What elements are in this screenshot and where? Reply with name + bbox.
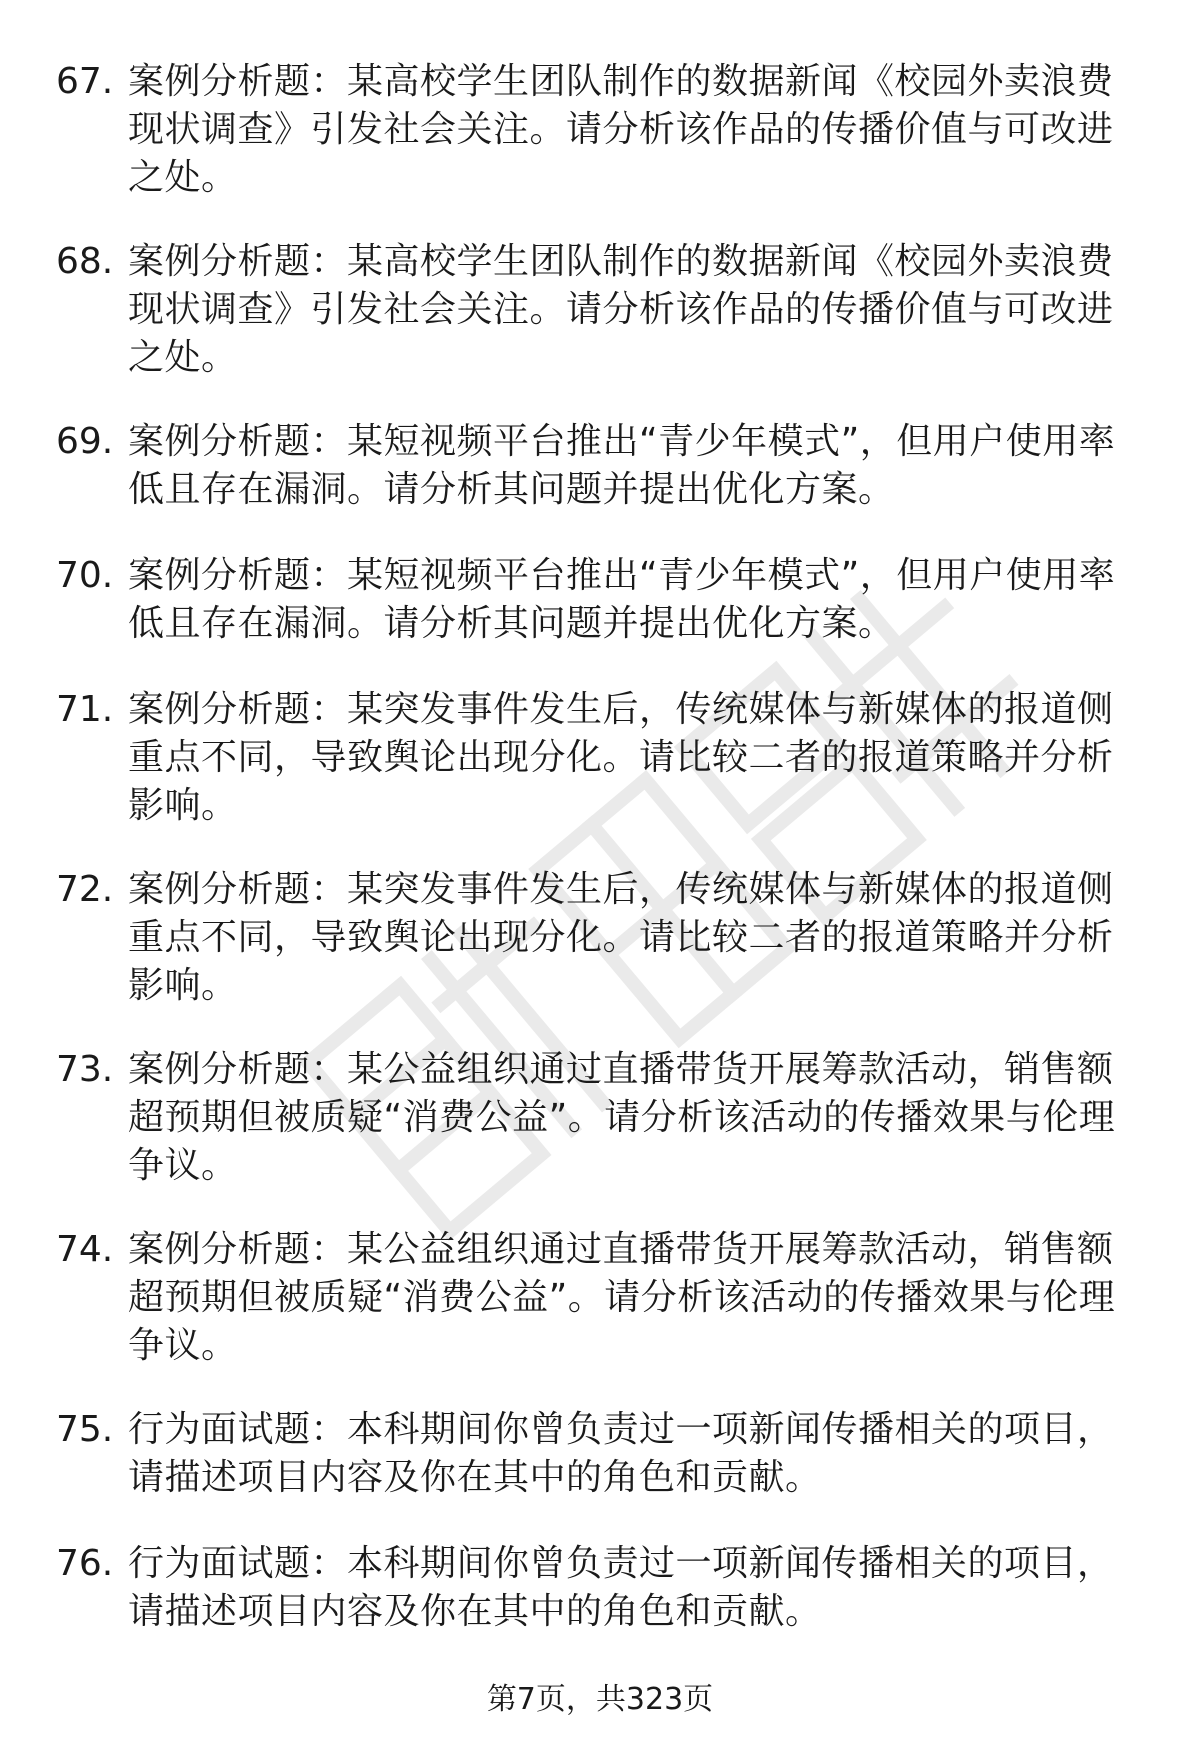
question-number: 74.: [56, 1229, 114, 1270]
question-number: 76.: [56, 1543, 114, 1584]
question-text: 案例分析题：某短视频平台推出“青少年模式”，但用户使用率低且存在漏洞。请分析其问题并提出优化方案。: [128, 555, 1116, 644]
question-number: 70.: [56, 555, 114, 596]
question-number: 73.: [56, 1049, 114, 1090]
page-footer: 第7页，共323页: [486, 1682, 714, 1717]
question-number: 72.: [56, 869, 114, 910]
question-text: 案例分析题：某突发事件发生后，传统媒体与新媒体的报道侧重点不同，导致舆论出现分化。请比较二者的报道策略并分析影响。: [128, 689, 1114, 826]
question-number: 75.: [56, 1409, 114, 1450]
question-number: 69.: [56, 421, 114, 462]
question-number: 67.: [56, 61, 114, 102]
question-number: 68.: [56, 241, 114, 282]
question-text: 行为面试题：本科期间你曾负责过一项新闻传播相关的项目，请描述项目内容及你在其中的角色和贡献。: [128, 1409, 1114, 1498]
question-text: 案例分析题：某公益组织通过直播带货开展筹款活动，销售额超预期但被质疑“消费公益”。请分析该活动的传播效果与伦理争议。: [128, 1049, 1116, 1186]
question-text: 案例分析题：某高校学生团队制作的数据新闻《校园外卖浪费现状调查》引发社会关注。请分析该作品的传播价值与可改进之处。: [128, 241, 1114, 378]
question-text: 案例分析题：某突发事件发生后，传统媒体与新媒体的报道侧重点不同，导致舆论出现分化。请比较二者的报道策略并分析影响。: [128, 869, 1114, 1006]
question-text: 案例分析题：某高校学生团队制作的数据新闻《校园外卖浪费现状调查》引发社会关注。请分析该作品的传播价值与可改进之处。: [128, 61, 1114, 198]
question-text: 案例分析题：某公益组织通过直播带货开展筹款活动，销售额超预期但被质疑“消费公益”。请分析该活动的传播效果与伦理争议。: [128, 1229, 1116, 1366]
question-number: 71.: [56, 689, 114, 730]
question-text: 行为面试题：本科期间你曾负责过一项新闻传播相关的项目，请描述项目内容及你在其中的角色和贡献。: [128, 1543, 1114, 1632]
question-text: 案例分析题：某短视频平台推出“青少年模式”，但用户使用率低且存在漏洞。请分析其问题并提出优化方案。: [128, 421, 1116, 510]
